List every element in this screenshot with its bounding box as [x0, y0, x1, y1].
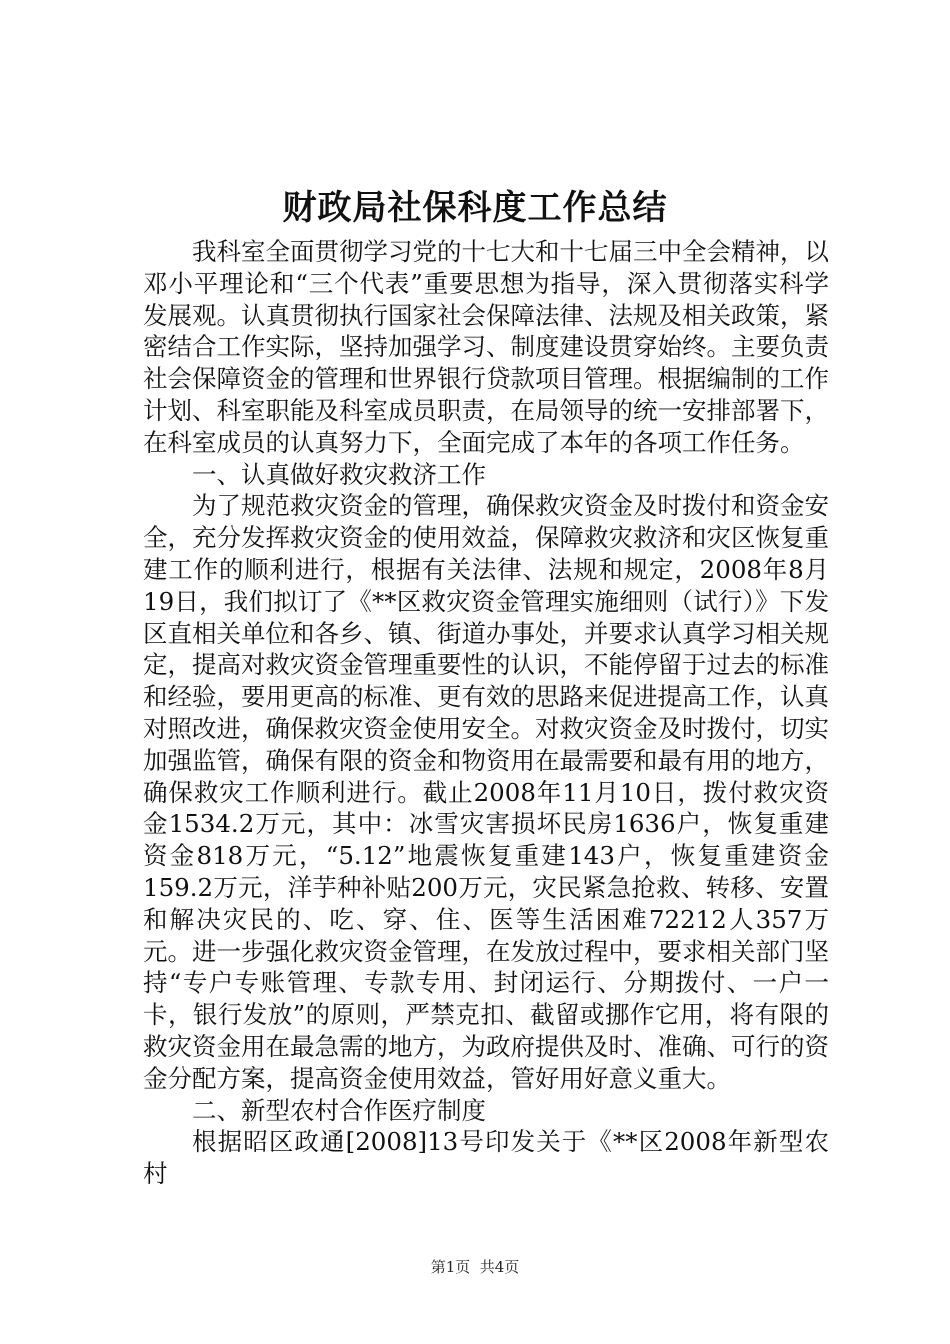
- document-body: [143, 236, 829, 1190]
- section-heading-disaster-relief: 一、认真做好救灾救济工作: [192, 459, 486, 489]
- page-number-label: 第1页 共4页: [430, 1258, 520, 1276]
- page-footer: [0, 1256, 950, 1278]
- paragraph-intro: 我科室全面贯彻学习党的十七大和十七届三中全会精神，以邓小平理论和“三个代表”重要思想为指导，深入贯彻落实科学发展观。认真贯彻执行国家社会保障法律、法规及相关政策，紧密结合工作实际，坚持加强学习、制度建设贯穿始终。主要负责社会保障资金的管理和世界银行贷款项目管理。根据编制的工作计划、科室职能及科室成员职责，在局领导的统一安排部署下，在科室成员的认真努力下，全面完成了本年的各项工作任务。: [143, 237, 829, 457]
- paragraph-rural-medical: 根据昭区政通[2008]13号印发关于《**区2008年新型农村: [143, 1127, 829, 1189]
- paragraph-disaster-relief: 为了规范救灾资金的管理，确保救灾资金及时拨付和资金安全，充分发挥救灾资金的使用效益，保障救灾救济和灾区恢复重建工作的顺利进行，根据有关法律、法规和规定，2008年8月19日，我们拟订了《**区救灾资金管理实施细则（试行）》下发区直相关单位和各乡、镇、街道办事处，并要求认真学习相关规定，提高对救灾资金管理重要性的认识，不能停留于过去的标准和经验，要用更高的标准、更有效的思路来促进提高工作，认真对照改进，确保救灾资金使用安全。对救灾资金及时拨付，切实加强监管，确保有限的资金和物资用在最需要和最有用的地方，确保救灾工作顺利进行。截止2008年11月10日，拨付救灾资金1534.2万元，其中：冰雪灾害损坏民房1636户，恢复重建资金818万元，“5.12”地震恢复重建143户，恢复重建资金159.2万元，洋芋种补贴200万元，灾民紧急抢救、转移、安置和解决灾民的、吃、穿、住、医等生活困难72212人357万元。进一步强化救灾资金管理，在发放过程中，要求相关部门坚持“专户专账管理、专款专用、封闭运行、分期拨付、一户一卡，银行发放”的原则，严禁克扣、截留或挪作它用，将有限的救灾资金用在最急需的地方，为政府提供及时、准确、可行的资金分配方案，提高资金使用效益，管好用好意义重大。: [143, 491, 829, 1093]
- document-title: 财政局社保科度工作总结: [282, 188, 668, 228]
- section-heading-rural-medical: 二、新型农村合作医疗制度: [192, 1095, 486, 1125]
